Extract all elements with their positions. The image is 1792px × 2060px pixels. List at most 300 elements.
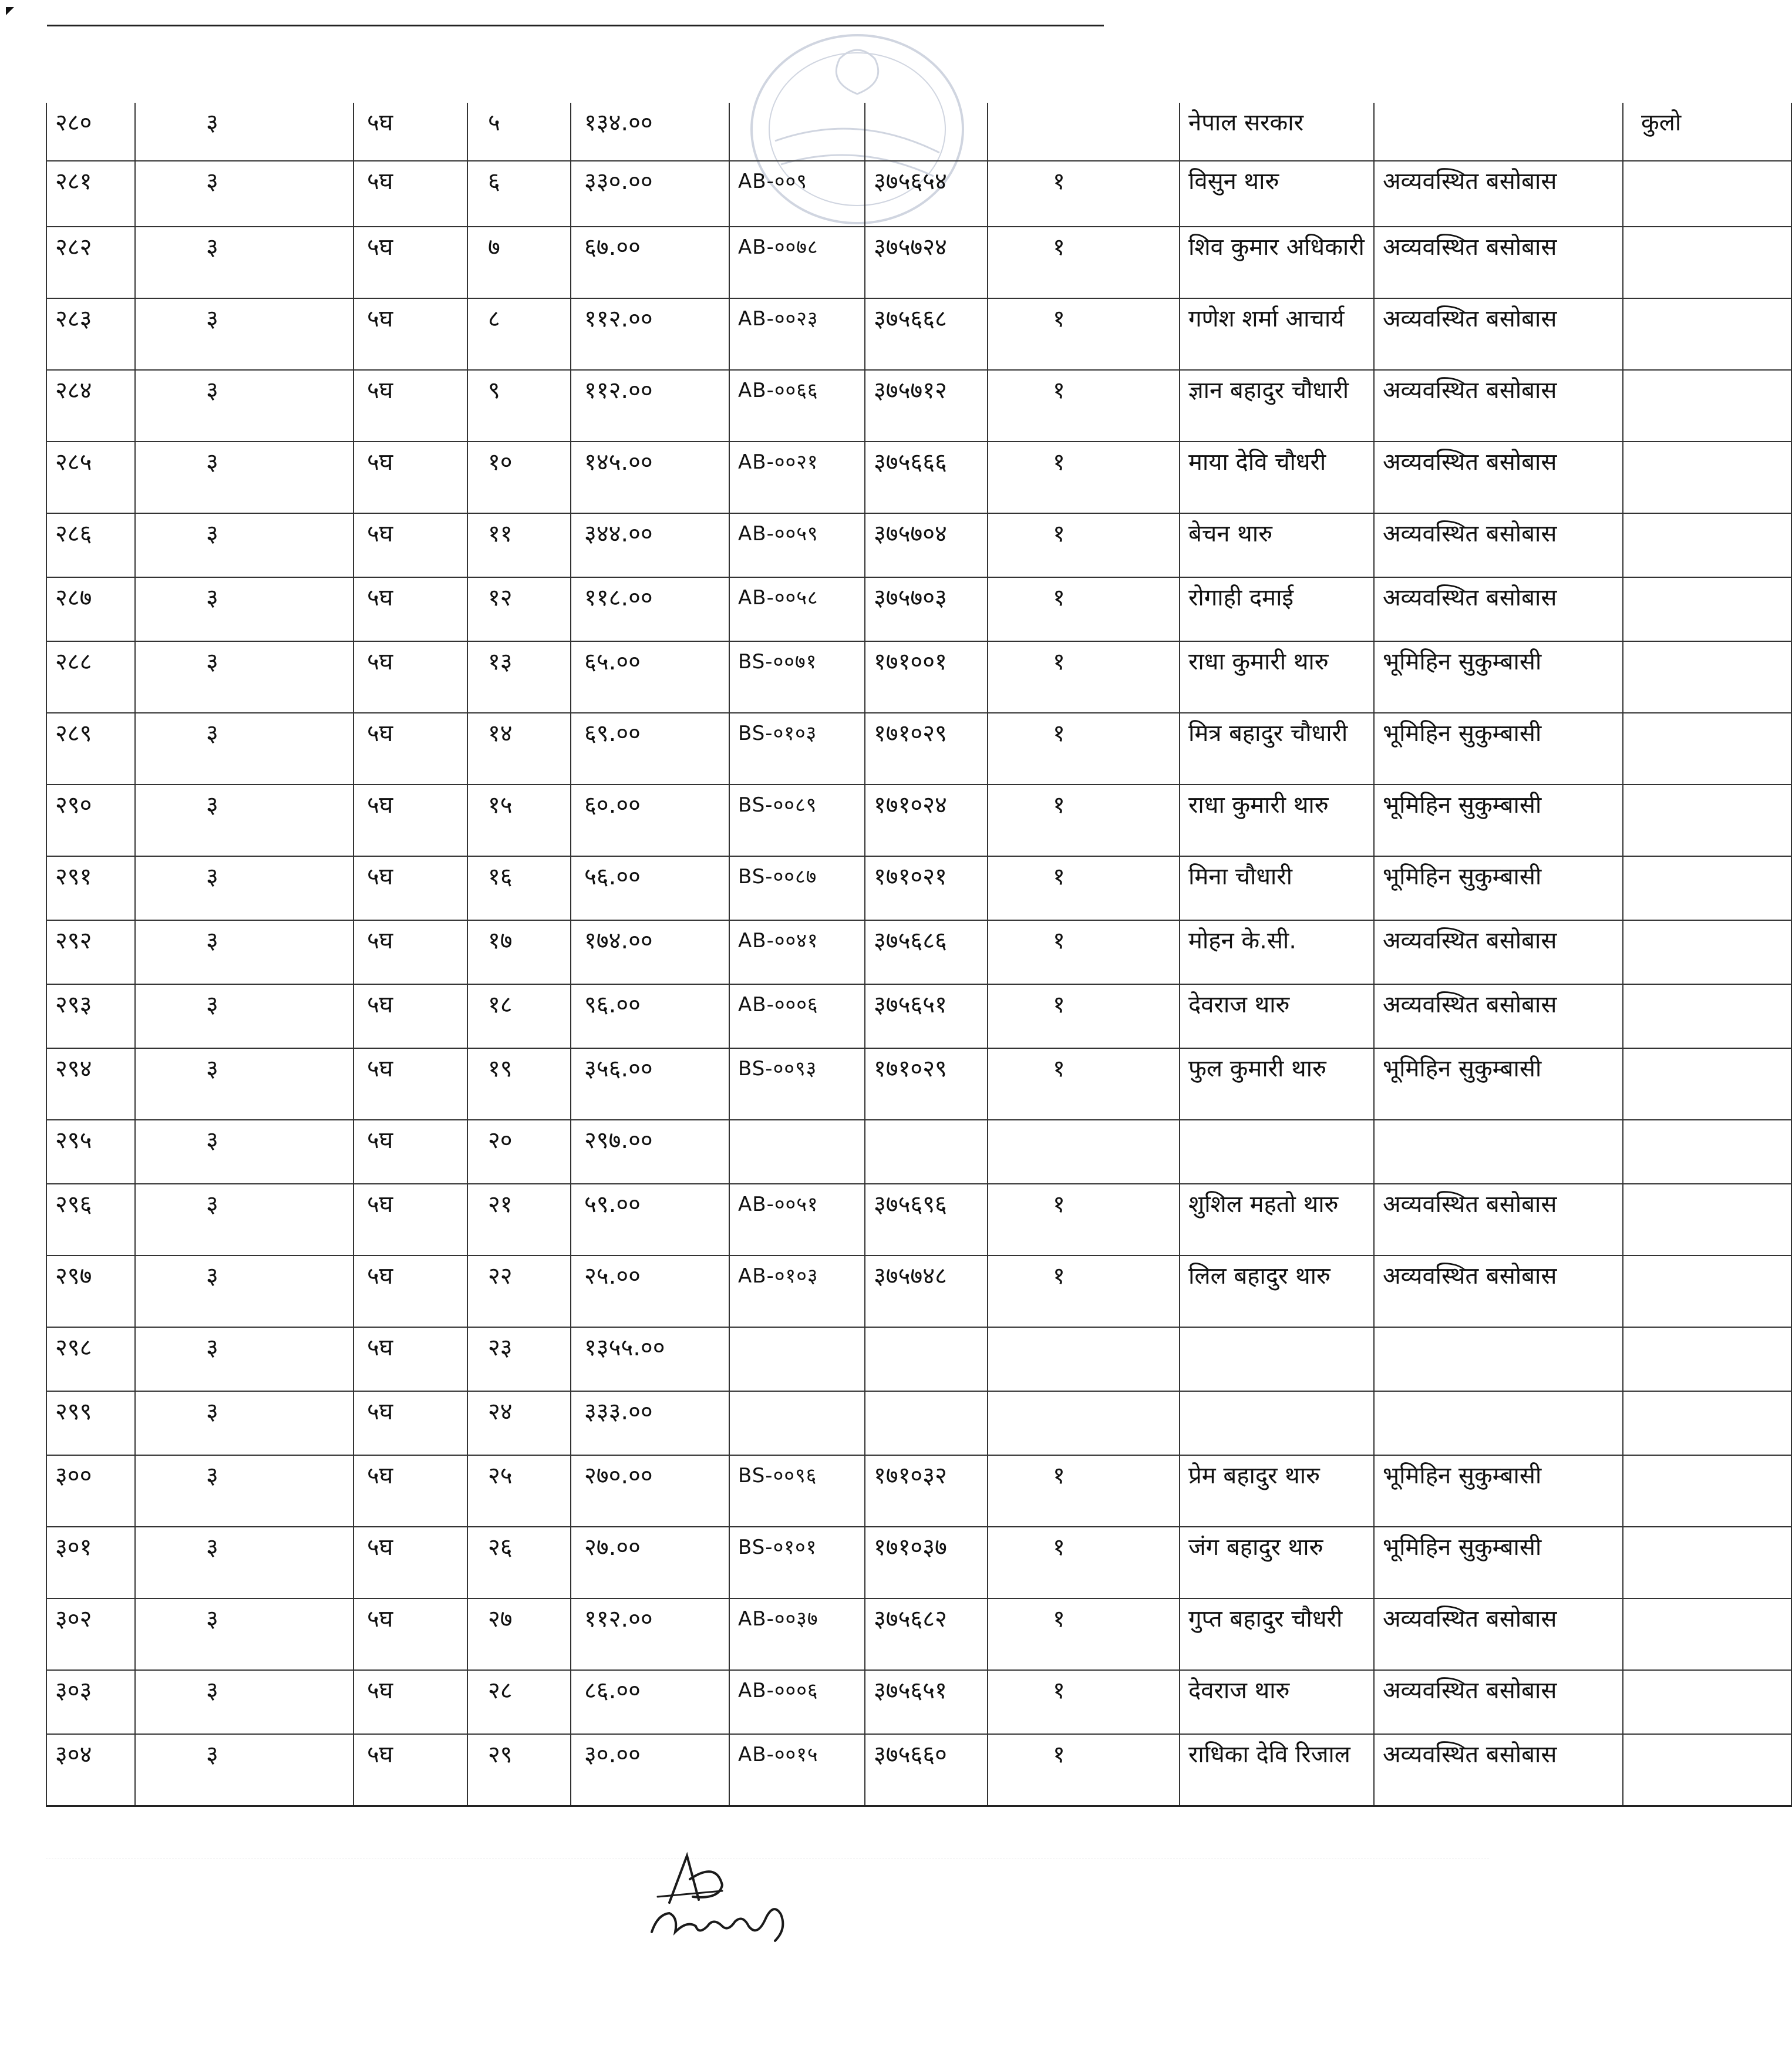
sheet-cell: ५घ (353, 984, 467, 1048)
category-cell: अव्यवस्थित बसोबास (1374, 577, 1623, 641)
ward-cell: ३ (135, 1327, 353, 1391)
identity-number-cell: ३७५६८६ (865, 920, 988, 984)
remarks-cell (1623, 161, 1791, 227)
ward-cell: ३ (135, 103, 353, 161)
area-cell: ११२.०० (571, 298, 729, 370)
table-row (46, 1670, 1791, 1734)
category-cell: अव्यवस्थित बसोबास (1374, 1598, 1623, 1670)
ward-cell: ३ (135, 227, 353, 298)
owner-name-cell: फुल कुमारी थारु (1180, 1048, 1374, 1120)
table-row (46, 856, 1791, 920)
remarks-cell (1623, 1598, 1791, 1670)
ward-cell: ३ (135, 1120, 353, 1184)
identity-number-cell: ३७५७०४ (865, 513, 988, 577)
record-code-cell: AB-००५८ (729, 577, 865, 641)
parcel-cell: २६ (467, 1527, 571, 1598)
count-cell: १ (988, 1670, 1180, 1734)
serial-number-cell: २८३ (46, 298, 135, 370)
ward-cell: ३ (135, 161, 353, 227)
ward-cell: ३ (135, 785, 353, 856)
table-row (46, 1048, 1791, 1120)
serial-number-cell: २९६ (46, 1184, 135, 1255)
table-row (46, 1455, 1791, 1527)
serial-number-cell: ३०४ (46, 1734, 135, 1806)
owner-name-cell: देवराज थारु (1180, 984, 1374, 1048)
sheet-cell: ५घ (353, 513, 467, 577)
ward-cell: ३ (135, 1184, 353, 1255)
record-code-cell: BS-००९३ (729, 1048, 865, 1120)
sheet-cell: ५घ (353, 1670, 467, 1734)
category-cell: भूमिहिन सुकुम्बासी (1374, 1048, 1623, 1120)
table-row (46, 1184, 1791, 1255)
owner-name-cell: गुप्त बहादुर चौधरी (1180, 1598, 1374, 1670)
identity-number-cell: ३७५६६६ (865, 442, 988, 513)
area-cell: ३०.०० (571, 1734, 729, 1806)
area-cell: ८६.०० (571, 1670, 729, 1734)
sheet-cell: ५घ (353, 1391, 467, 1455)
category-cell: अव्यवस्थित बसोबास (1374, 227, 1623, 298)
ward-cell: ३ (135, 856, 353, 920)
area-cell: ९६.०० (571, 984, 729, 1048)
sheet-cell: ५घ (353, 1598, 467, 1670)
area-cell: २५.०० (571, 1255, 729, 1327)
count-cell: १ (988, 227, 1180, 298)
ward-cell: ३ (135, 984, 353, 1048)
record-code-cell: AB-०००६ (729, 984, 865, 1048)
category-cell: भूमिहिन सुकुम्बासी (1374, 641, 1623, 713)
remarks-cell (1623, 1527, 1791, 1598)
serial-number-cell: २९२ (46, 920, 135, 984)
parcel-cell: २१ (467, 1184, 571, 1255)
record-code-cell (729, 1120, 865, 1184)
area-cell: १४५.०० (571, 442, 729, 513)
category-cell: अव्यवस्थित बसोबास (1374, 984, 1623, 1048)
record-code-cell: AB-०१०३ (729, 1255, 865, 1327)
area-cell: ३४४.०० (571, 513, 729, 577)
area-cell: ११८.०० (571, 577, 729, 641)
table-row (46, 1120, 1791, 1184)
parcel-cell: २८ (467, 1670, 571, 1734)
serial-number-cell: २९१ (46, 856, 135, 920)
identity-number-cell: ३७५६६० (865, 1734, 988, 1806)
serial-number-cell: २९५ (46, 1120, 135, 1184)
ward-cell: ३ (135, 1391, 353, 1455)
record-code-cell: AB-००२३ (729, 298, 865, 370)
identity-number-cell: ३७५७४८ (865, 1255, 988, 1327)
ward-cell: ३ (135, 713, 353, 785)
parcel-cell: ११ (467, 513, 571, 577)
parcel-cell: १३ (467, 641, 571, 713)
sheet-cell: ५घ (353, 1527, 467, 1598)
area-cell: २७०.०० (571, 1455, 729, 1527)
remarks-cell (1623, 1734, 1791, 1806)
record-code-cell: BS-००७१ (729, 641, 865, 713)
serial-number-cell: २८२ (46, 227, 135, 298)
owner-name-cell: मित्र बहादुर चौधारी (1180, 713, 1374, 785)
record-code-cell: AB-००७८ (729, 227, 865, 298)
remarks-cell (1623, 1327, 1791, 1391)
ward-cell: ३ (135, 577, 353, 641)
category-cell: भूमिहिन सुकुम्बासी (1374, 1455, 1623, 1527)
remarks-cell (1623, 442, 1791, 513)
sheet-cell: ५घ (353, 785, 467, 856)
category-cell: अव्यवस्थित बसोबास (1374, 442, 1623, 513)
ward-cell: ३ (135, 1670, 353, 1734)
owner-name-cell: देवराज थारु (1180, 1670, 1374, 1734)
record-code-cell: AB-००५९ (729, 513, 865, 577)
remarks-cell (1623, 641, 1791, 713)
count-cell: १ (988, 641, 1180, 713)
remarks-cell (1623, 856, 1791, 920)
owner-name-cell (1180, 1327, 1374, 1391)
count-cell: १ (988, 298, 1180, 370)
land-records-table (46, 103, 1792, 1807)
category-cell: अव्यवस्थित बसोबास (1374, 513, 1623, 577)
count-cell: १ (988, 785, 1180, 856)
remarks-cell (1623, 1184, 1791, 1255)
table-row (46, 1327, 1791, 1391)
remarks-cell (1623, 1670, 1791, 1734)
serial-number-cell: २९४ (46, 1048, 135, 1120)
identity-number-cell: ३७५७२४ (865, 227, 988, 298)
parcel-cell: १० (467, 442, 571, 513)
ward-cell: ३ (135, 298, 353, 370)
identity-number-cell: ३७५६५१ (865, 1670, 988, 1734)
owner-name-cell: राधा कुमारी थारु (1180, 785, 1374, 856)
identity-number-cell: १७१०३२ (865, 1455, 988, 1527)
table-row (46, 984, 1791, 1048)
owner-name-cell: मोहन के.सी. (1180, 920, 1374, 984)
remarks-cell (1623, 984, 1791, 1048)
count-cell (988, 1391, 1180, 1455)
signature (634, 1844, 810, 1961)
serial-number-cell: २८१ (46, 161, 135, 227)
table-row (46, 1598, 1791, 1670)
record-code-cell: AB-०००६ (729, 1670, 865, 1734)
area-cell: ६७.०० (571, 227, 729, 298)
serial-number-cell: २८६ (46, 513, 135, 577)
count-cell: १ (988, 920, 1180, 984)
table-row (46, 785, 1791, 856)
count-cell: १ (988, 856, 1180, 920)
parcel-cell: ८ (467, 298, 571, 370)
category-cell: अव्यवस्थित बसोबास (1374, 920, 1623, 984)
identity-number-cell (865, 1120, 988, 1184)
serial-number-cell: २९७ (46, 1255, 135, 1327)
ward-cell: ३ (135, 513, 353, 577)
count-cell: १ (988, 1598, 1180, 1670)
record-code-cell (729, 1391, 865, 1455)
count-cell: १ (988, 1048, 1180, 1120)
parcel-cell: १८ (467, 984, 571, 1048)
category-cell: अव्यवस्थित बसोबास (1374, 1184, 1623, 1255)
record-code-cell: BS-०१०१ (729, 1527, 865, 1598)
sheet-cell: ५घ (353, 920, 467, 984)
record-code-cell: BS-०१०३ (729, 713, 865, 785)
parcel-cell: १९ (467, 1048, 571, 1120)
owner-name-cell: राधिका देवि रिजाल (1180, 1734, 1374, 1806)
sheet-cell: ५घ (353, 1048, 467, 1120)
identity-number-cell: १७१०२४ (865, 785, 988, 856)
remarks-cell (1623, 513, 1791, 577)
category-cell: अव्यवस्थित बसोबास (1374, 298, 1623, 370)
area-cell: ३३३.०० (571, 1391, 729, 1455)
owner-name-cell: माया देवि चौधरी (1180, 442, 1374, 513)
category-cell: भूमिहिन सुकुम्बासी (1374, 1527, 1623, 1598)
parcel-cell: १६ (467, 856, 571, 920)
parcel-cell: २५ (467, 1455, 571, 1527)
serial-number-cell: ३०३ (46, 1670, 135, 1734)
owner-name-cell: प्रेम बहादुर थारु (1180, 1455, 1374, 1527)
count-cell: १ (988, 984, 1180, 1048)
remarks-cell (1623, 1120, 1791, 1184)
parcel-cell: १४ (467, 713, 571, 785)
area-cell: १७४.०० (571, 920, 729, 984)
owner-name-cell: बेचन थारु (1180, 513, 1374, 577)
owner-name-cell: लिल बहादुर थारु (1180, 1255, 1374, 1327)
serial-number-cell: ३०० (46, 1455, 135, 1527)
area-cell: ११२.०० (571, 370, 729, 442)
parcel-cell: २४ (467, 1391, 571, 1455)
table-row (46, 1391, 1791, 1455)
parcel-cell: २७ (467, 1598, 571, 1670)
record-code-cell: AB-००९ (729, 161, 865, 227)
category-cell (1374, 1391, 1623, 1455)
sheet-cell: ५घ (353, 1327, 467, 1391)
count-cell: १ (988, 1184, 1180, 1255)
parcel-cell: १७ (467, 920, 571, 984)
identity-number-cell: १७१०२९ (865, 1048, 988, 1120)
owner-name-cell: रोगाही दमाई (1180, 577, 1374, 641)
serial-number-cell: २९३ (46, 984, 135, 1048)
table-row (46, 1527, 1791, 1598)
ward-cell: ३ (135, 1598, 353, 1670)
parcel-cell: ७ (467, 227, 571, 298)
table-row (46, 641, 1791, 713)
ward-cell: ३ (135, 1734, 353, 1806)
parcel-cell: १५ (467, 785, 571, 856)
serial-number-cell: २९९ (46, 1391, 135, 1455)
parcel-cell: १२ (467, 577, 571, 641)
record-code-cell: BS-००८७ (729, 856, 865, 920)
owner-name-cell: शुशिल महतो थारु (1180, 1184, 1374, 1255)
serial-number-cell: २८५ (46, 442, 135, 513)
sheet-cell: ५घ (353, 227, 467, 298)
identity-number-cell: ३७५६५४ (865, 161, 988, 227)
sheet-cell: ५घ (353, 298, 467, 370)
owner-name-cell: शिव कुमार अधिकारी (1180, 227, 1374, 298)
serial-number-cell: २८७ (46, 577, 135, 641)
record-code-cell: BS-००८९ (729, 785, 865, 856)
count-cell: १ (988, 1527, 1180, 1598)
sheet-cell: ५घ (353, 161, 467, 227)
parcel-cell: ९ (467, 370, 571, 442)
ward-cell: ३ (135, 1048, 353, 1120)
sheet-cell: ५घ (353, 1184, 467, 1255)
category-cell: अव्यवस्थित बसोबास (1374, 370, 1623, 442)
count-cell (988, 1327, 1180, 1391)
area-cell: ६९.०० (571, 713, 729, 785)
ward-cell: ३ (135, 370, 353, 442)
sheet-cell: ५घ (353, 103, 467, 161)
remarks-cell (1623, 713, 1791, 785)
ward-cell: ३ (135, 1255, 353, 1327)
table-row (46, 103, 1791, 161)
serial-number-cell: ३०२ (46, 1598, 135, 1670)
count-cell: १ (988, 713, 1180, 785)
count-cell: १ (988, 513, 1180, 577)
category-cell (1374, 1120, 1623, 1184)
identity-number-cell: १७१०२९ (865, 713, 988, 785)
serial-number-cell: २८९ (46, 713, 135, 785)
owner-name-cell: मिना चौधारी (1180, 856, 1374, 920)
table-row (46, 298, 1791, 370)
table-row (46, 1255, 1791, 1327)
serial-number-cell: ३०१ (46, 1527, 135, 1598)
table-row (46, 227, 1791, 298)
count-cell: १ (988, 442, 1180, 513)
remarks-cell (1623, 920, 1791, 984)
owner-name-cell: नेपाल सरकार (1180, 103, 1374, 161)
count-cell: १ (988, 1734, 1180, 1806)
record-code-cell: AB-००१५ (729, 1734, 865, 1806)
identity-number-cell: १७१०२१ (865, 856, 988, 920)
owner-name-cell (1180, 1391, 1374, 1455)
area-cell: ६५.०० (571, 641, 729, 713)
parcel-cell: २० (467, 1120, 571, 1184)
area-cell: ६०.०० (571, 785, 729, 856)
identity-number-cell: ३७५७१२ (865, 370, 988, 442)
count-cell: १ (988, 161, 1180, 227)
identity-number-cell: ३७५६८२ (865, 1598, 988, 1670)
record-code-cell: BS-००९६ (729, 1455, 865, 1527)
owner-name-cell: विसुन थारु (1180, 161, 1374, 227)
category-cell (1374, 1327, 1623, 1391)
area-cell: १३५५.०० (571, 1327, 729, 1391)
area-cell: ३५६.०० (571, 1048, 729, 1120)
sheet-cell: ५घ (353, 713, 467, 785)
category-cell: अव्यवस्थित बसोबास (1374, 1255, 1623, 1327)
table-row (46, 161, 1791, 227)
parcel-cell: ५ (467, 103, 571, 161)
ward-cell: ३ (135, 442, 353, 513)
table-row (46, 713, 1791, 785)
owner-name-cell (1180, 1120, 1374, 1184)
remarks-cell (1623, 1391, 1791, 1455)
table-row (46, 920, 1791, 984)
record-code-cell: AB-००४१ (729, 920, 865, 984)
identity-number-cell: १७१००१ (865, 641, 988, 713)
category-cell: भूमिहिन सुकुम्बासी (1374, 713, 1623, 785)
identity-number-cell: ३७५६५१ (865, 984, 988, 1048)
sheet-cell: ५घ (353, 1120, 467, 1184)
count-cell (988, 103, 1180, 161)
serial-number-cell: २९० (46, 785, 135, 856)
table-row (46, 513, 1791, 577)
serial-number-cell: २८८ (46, 641, 135, 713)
sheet-cell: ५घ (353, 370, 467, 442)
parcel-cell: २९ (467, 1734, 571, 1806)
area-cell: ५६.०० (571, 856, 729, 920)
record-code-cell: AB-००३७ (729, 1598, 865, 1670)
owner-name-cell: जंग बहादुर थारु (1180, 1527, 1374, 1598)
record-code-cell (729, 103, 865, 161)
parcel-cell: २२ (467, 1255, 571, 1327)
owner-name-cell: गणेश शर्मा आचार्य (1180, 298, 1374, 370)
sheet-cell: ५घ (353, 1255, 467, 1327)
sheet-cell: ५घ (353, 1455, 467, 1527)
category-cell (1374, 103, 1623, 161)
record-code-cell: AB-००५१ (729, 1184, 865, 1255)
sheet-cell: ५घ (353, 442, 467, 513)
record-code-cell (729, 1327, 865, 1391)
identity-number-cell (865, 1391, 988, 1455)
sheet-cell: ५घ (353, 1734, 467, 1806)
count-cell: १ (988, 370, 1180, 442)
remarks-cell (1623, 1455, 1791, 1527)
record-code-cell: AB-००६६ (729, 370, 865, 442)
category-cell: भूमिहिन सुकुम्बासी (1374, 785, 1623, 856)
category-cell: अव्यवस्थित बसोबास (1374, 1734, 1623, 1806)
identity-number-cell: ३७५७०३ (865, 577, 988, 641)
serial-number-cell: २८० (46, 103, 135, 161)
area-cell: १३४.०० (571, 103, 729, 161)
record-code-cell: AB-००२१ (729, 442, 865, 513)
table-row (46, 577, 1791, 641)
remarks-cell (1623, 1048, 1791, 1120)
table-row (46, 442, 1791, 513)
table-row (46, 1734, 1791, 1806)
ward-cell: ३ (135, 641, 353, 713)
remarks-cell: कुलो (1623, 103, 1791, 161)
identity-number-cell (865, 103, 988, 161)
count-cell: १ (988, 1455, 1180, 1527)
area-cell: ११२.०० (571, 1598, 729, 1670)
area-cell: ३३०.०० (571, 161, 729, 227)
parcel-cell: २३ (467, 1327, 571, 1391)
table-row (46, 370, 1791, 442)
remarks-cell (1623, 1255, 1791, 1327)
ward-cell: ३ (135, 1455, 353, 1527)
identity-number-cell: १७१०३७ (865, 1527, 988, 1598)
serial-number-cell: २९८ (46, 1327, 135, 1391)
area-cell: ५९.०० (571, 1184, 729, 1255)
remarks-cell (1623, 785, 1791, 856)
sheet-cell: ५घ (353, 577, 467, 641)
remarks-cell (1623, 298, 1791, 370)
sheet-cell: ५घ (353, 856, 467, 920)
corner-mark (5, 6, 15, 16)
sheet-cell: ५घ (353, 641, 467, 713)
table-body (46, 103, 1791, 1806)
ward-cell: ३ (135, 920, 353, 984)
serial-number-cell: २८४ (46, 370, 135, 442)
count-cell: १ (988, 1255, 1180, 1327)
category-cell: भूमिहिन सुकुम्बासी (1374, 856, 1623, 920)
owner-name-cell: राधा कुमारी थारु (1180, 641, 1374, 713)
identity-number-cell: ३७५६६८ (865, 298, 988, 370)
remarks-cell (1623, 577, 1791, 641)
identity-number-cell (865, 1327, 988, 1391)
area-cell: २९७.०० (571, 1120, 729, 1184)
remarks-cell (1623, 227, 1791, 298)
identity-number-cell: ३७५६९६ (865, 1184, 988, 1255)
count-cell: १ (988, 577, 1180, 641)
count-cell (988, 1120, 1180, 1184)
parcel-cell: ६ (467, 161, 571, 227)
remarks-cell (1623, 370, 1791, 442)
owner-name-cell: ज्ञान बहादुर चौधारी (1180, 370, 1374, 442)
